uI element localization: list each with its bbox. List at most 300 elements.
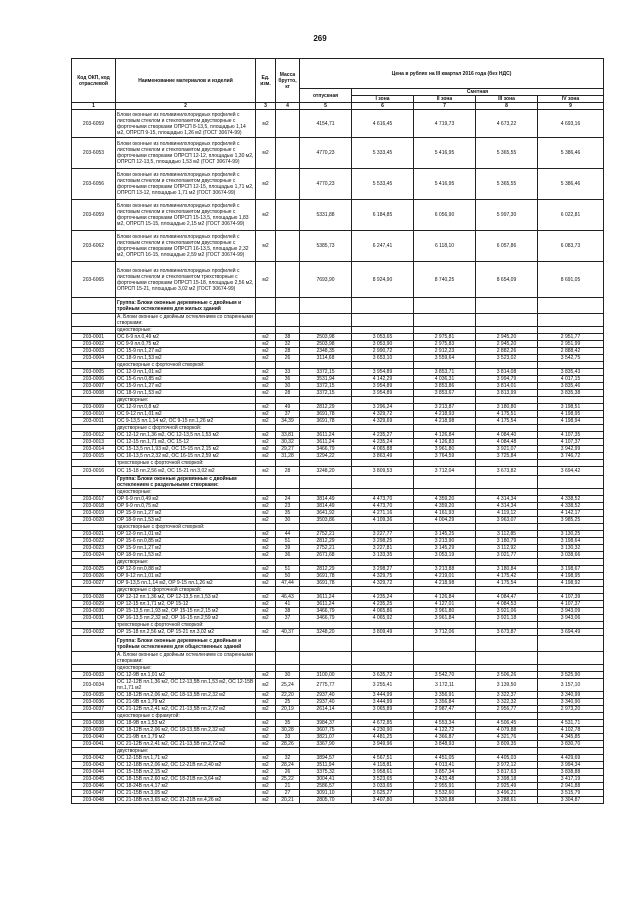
row-mass: 32 bbox=[276, 341, 300, 348]
header-mass: Масса брутто, кг bbox=[276, 59, 300, 103]
table-row bbox=[72, 608, 604, 615]
row-name: ОС 21-18В пл.3,65 м2, ОС 21-21В пл.4,26 м2 bbox=[116, 797, 256, 804]
row-unit bbox=[256, 489, 276, 496]
row-code bbox=[72, 587, 116, 594]
row-zone-4-price: 5 386,46 bbox=[538, 138, 604, 169]
row-mass: 30,28 bbox=[276, 727, 300, 734]
row-zone-3-price: 4 506,45 bbox=[476, 720, 538, 727]
row-zone-3-price: 3 139,50 bbox=[476, 679, 538, 692]
row-zone-3-price: 3 288,61 bbox=[476, 797, 538, 804]
row-code: 203-0019 bbox=[72, 510, 116, 517]
row-unit bbox=[256, 636, 276, 652]
row-zone-4-price bbox=[538, 425, 604, 432]
row-zone-3-price: 4 175,42 bbox=[476, 573, 538, 580]
row-zone-1-price bbox=[352, 587, 414, 594]
row-release-price: 3466,79 bbox=[300, 608, 352, 615]
row-zone-3-price bbox=[476, 460, 538, 467]
subgroup-row bbox=[72, 489, 604, 496]
table-row bbox=[72, 734, 604, 741]
row-zone-3-price: 3 180,84 bbox=[476, 566, 538, 573]
row-mass: 36 bbox=[276, 376, 300, 383]
row-zone-2-price: 4 451,05 bbox=[414, 755, 476, 762]
row-zone-4-price: 2 888,42 bbox=[538, 348, 604, 355]
row-unit: м2 bbox=[256, 439, 276, 446]
row-release-price: 4770,23 bbox=[300, 169, 352, 200]
row-name: ОС 16-13,5 пл.2,32 м2, ОС 16-15 пл.2,59 м2 bbox=[116, 453, 256, 460]
row-zone-4-price: 4 017,15 bbox=[538, 376, 604, 383]
row-zone-4-price: 4 531,71 bbox=[538, 720, 604, 727]
table-row bbox=[72, 341, 604, 348]
row-zone-2-price: 4 126,83 bbox=[414, 439, 476, 446]
row-name: ОР 9-13,5 пл.1,14 м2, ОР 9-15 пл.1,26 м2 bbox=[116, 580, 256, 587]
row-mass: 51 bbox=[276, 538, 300, 545]
row-zone-1-price bbox=[352, 489, 414, 496]
row-release-price bbox=[300, 713, 352, 720]
row-code bbox=[72, 636, 116, 652]
row-zone-1-price: 3 523,65 bbox=[352, 776, 414, 783]
page-number: 269 bbox=[313, 34, 327, 43]
table-row bbox=[72, 531, 604, 538]
row-zone-1-price bbox=[352, 397, 414, 404]
row-zone-1-price bbox=[352, 559, 414, 566]
row-zone-2-price bbox=[414, 327, 476, 334]
row-name: ОС 15-13,5 пл.1,93 м2, ОС 15-15 пл.2,15 м2 bbox=[116, 446, 256, 453]
row-code: 203-0045 bbox=[72, 776, 116, 783]
row-zone-1-price: 4 235,24 bbox=[352, 439, 414, 446]
row-unit: м2 bbox=[256, 383, 276, 390]
row-name: трехстворные с форточной створкой: bbox=[116, 460, 256, 467]
row-code bbox=[72, 460, 116, 467]
row-code: 203-0037 bbox=[72, 706, 116, 713]
row-name: одностворные: bbox=[116, 327, 256, 334]
row-name: ОС 21-12В пл.2,41 м2, ОС 21-13,5В пл.2,72 м2 bbox=[116, 741, 256, 748]
row-name: ОС 12-15В пл.1,71 м2 bbox=[116, 755, 256, 762]
row-code: 203-0014 bbox=[72, 446, 116, 453]
row-code: 203-0006 bbox=[72, 376, 116, 383]
row-zone-4-price: 3 994,34 bbox=[538, 762, 604, 769]
row-name: ОС 18-9 пл.1,53 м2 bbox=[116, 390, 256, 397]
row-zone-2-price: 4 161,93 bbox=[414, 510, 476, 517]
row-zone-1-price: 3 298,27 bbox=[352, 566, 414, 573]
row-code bbox=[72, 748, 116, 755]
row-zone-1-price: 3 954,89 bbox=[352, 390, 414, 397]
row-release-price: 3691,78 bbox=[300, 573, 352, 580]
row-zone-4-price bbox=[538, 327, 604, 334]
row-unit: м2 bbox=[256, 552, 276, 559]
row-release-price: 3248,20 bbox=[300, 629, 352, 636]
header-zone-4: IV зона bbox=[538, 96, 604, 103]
row-name: ОС 18-12В пл.2,06 м2, ОС 18-13,5В пл.2,32 м2 bbox=[116, 692, 256, 699]
row-mass: 38 bbox=[276, 334, 300, 341]
row-unit: м2 bbox=[256, 432, 276, 439]
row-mass: 41 bbox=[276, 601, 300, 608]
row-zone-3-price: 3 322,37 bbox=[476, 692, 538, 699]
row-zone-4-price bbox=[538, 476, 604, 489]
row-zone-2-price: 2 912,23 bbox=[414, 348, 476, 355]
row-release-price: 2752,21 bbox=[300, 545, 352, 552]
row-release-price: 3004,41 bbox=[300, 776, 352, 783]
row-unit: м2 bbox=[256, 672, 276, 679]
row-zone-2-price bbox=[414, 559, 476, 566]
row-code: 203-0044 bbox=[72, 769, 116, 776]
row-zone-2-price: 3 145,29 bbox=[414, 545, 476, 552]
table-row bbox=[72, 580, 604, 587]
row-zone-1-price: 3 298,25 bbox=[352, 538, 414, 545]
row-zone-3-price: 2 945,20 bbox=[476, 341, 538, 348]
row-zone-3-price: 3 523,02 bbox=[476, 355, 538, 362]
row-code: 203-0027 bbox=[72, 580, 116, 587]
row-mass: 23 bbox=[276, 503, 300, 510]
row-release-price: 3611,24 bbox=[300, 601, 352, 608]
row-code: 203-0035 bbox=[72, 692, 116, 699]
row-zone-1-price: 3 635,72 bbox=[352, 672, 414, 679]
row-code: 203-0022 bbox=[72, 538, 116, 545]
row-code bbox=[72, 298, 116, 314]
row-zone-3-price: 3 112,85 bbox=[476, 531, 538, 538]
row-zone-3-price: 4 673,22 bbox=[476, 110, 538, 138]
row-release-price: 3091,10 bbox=[300, 790, 352, 797]
row-code bbox=[72, 327, 116, 334]
row-zone-3-price bbox=[476, 559, 538, 566]
row-zone-4-price: 2 973,20 bbox=[538, 706, 604, 713]
subgroup-row bbox=[72, 587, 604, 594]
row-name: двустворные: bbox=[116, 397, 256, 404]
column-number: 8 bbox=[476, 103, 538, 110]
row-code: 203-6059 bbox=[72, 110, 116, 138]
row-mass: 37 bbox=[276, 615, 300, 622]
row-release-price: 2586,57 bbox=[300, 783, 352, 790]
row-zone-1-price: 4 065,92 bbox=[352, 615, 414, 622]
row-unit: м2 bbox=[256, 334, 276, 341]
row-zone-3-price: 3 322,32 bbox=[476, 699, 538, 706]
row-code: 203-0025 bbox=[72, 566, 116, 573]
row-release-price: 3466,79 bbox=[300, 446, 352, 453]
row-release-price bbox=[300, 425, 352, 432]
row-zone-2-price: 4 219,01 bbox=[414, 573, 476, 580]
column-number: 7 bbox=[414, 103, 476, 110]
row-name: Группа: Блоки оконные деревянные с двойным остеклением с раздельными створками: bbox=[116, 476, 256, 489]
row-zone-2-price: 4 218,98 bbox=[414, 418, 476, 425]
row-zone-4-price bbox=[538, 460, 604, 467]
row-zone-3-price: 3 398,18 bbox=[476, 776, 538, 783]
row-zone-1-price: 3 227,77 bbox=[352, 531, 414, 538]
row-mass: 46,43 bbox=[276, 594, 300, 601]
row-zone-2-price: 3 433,48 bbox=[414, 776, 476, 783]
row-zone-1-price: 4 118,81 bbox=[352, 762, 414, 769]
row-zone-2-price: 3 532,60 bbox=[414, 790, 476, 797]
row-zone-4-price: 3 130,32 bbox=[538, 545, 604, 552]
row-name: ОС 15-15В пл.2,15 м2 bbox=[116, 769, 256, 776]
row-code: 203-0041 bbox=[72, 741, 116, 748]
row-release-price bbox=[300, 298, 352, 314]
group-header-row bbox=[72, 636, 604, 652]
row-mass: 35 bbox=[276, 720, 300, 727]
row-zone-1-price: 3 053,65 bbox=[352, 334, 414, 341]
row-release-price: 3641,92 bbox=[300, 510, 352, 517]
row-code: 203-6056 bbox=[72, 169, 116, 200]
row-code: 203-0036 bbox=[72, 699, 116, 706]
row-mass bbox=[276, 110, 300, 138]
row-zone-3-price: 2 882,26 bbox=[476, 348, 538, 355]
row-name: ОС 6-9 пл.0,49 м2 bbox=[116, 334, 256, 341]
row-unit: м2 bbox=[256, 453, 276, 460]
row-zone-2-price: 6 056,90 bbox=[414, 200, 476, 231]
row-zone-1-price bbox=[352, 713, 414, 720]
row-zone-3-price: 3 506,26 bbox=[476, 672, 538, 679]
row-name: Блоки оконные из поливинилхлоридных профилей с листовым стеклом и стеклопакетом двустворные с форточными створками ОПРСП 8-13,5, площадью 1,14 м2, ОПРСП 9-15, площадью 1,26 м2 (ГОСТ 30674-99) bbox=[116, 110, 256, 138]
row-name: одностворные с форточной створкой: bbox=[116, 524, 256, 531]
row-zone-3-price: 3 963,07 bbox=[476, 517, 538, 524]
row-unit: м2 bbox=[256, 601, 276, 608]
row-mass: 20,19 bbox=[276, 706, 300, 713]
row-name: Группа: Блоки оконные деревянные с двойным и тройным остеклением для общественных зданий bbox=[116, 636, 256, 652]
row-code: 203-0004 bbox=[72, 355, 116, 362]
row-name: одностворные: bbox=[116, 489, 256, 496]
row-zone-3-price: 4 405,03 bbox=[476, 755, 538, 762]
row-code: 203-0029 bbox=[72, 601, 116, 608]
row-zone-4-price: 4 198,95 bbox=[538, 411, 604, 418]
row-zone-4-price: 3 417,19 bbox=[538, 776, 604, 783]
subgroup-row bbox=[72, 652, 604, 665]
row-name: трехстворные с форточной створкой: bbox=[116, 622, 256, 629]
row-zone-3-price: 2 956,77 bbox=[476, 706, 538, 713]
row-code: 203-0032 bbox=[72, 629, 116, 636]
row-code bbox=[72, 425, 116, 432]
table-row bbox=[72, 679, 604, 692]
row-mass bbox=[276, 748, 300, 755]
row-zone-4-price: 3 340,90 bbox=[538, 699, 604, 706]
row-unit bbox=[256, 587, 276, 594]
row-zone-2-price: 3 053,19 bbox=[414, 552, 476, 559]
row-mass: 26 bbox=[276, 355, 300, 362]
row-code bbox=[72, 314, 116, 327]
row-zone-3-price bbox=[476, 314, 538, 327]
row-release-price: 2775,77 bbox=[300, 679, 352, 692]
row-unit: м2 bbox=[256, 531, 276, 538]
row-unit: м2 bbox=[256, 418, 276, 425]
table-row bbox=[72, 706, 604, 713]
row-name: ОС 12-18В пл.2,06 м2, ОС 12-21В пл.2,40 м2 bbox=[116, 762, 256, 769]
row-code: 203-0008 bbox=[72, 390, 116, 397]
row-zone-2-price bbox=[414, 524, 476, 531]
row-zone-3-price: 3 814,08 bbox=[476, 369, 538, 376]
row-code: 203-0048 bbox=[72, 797, 116, 804]
row-zone-3-price: 5 365,55 bbox=[476, 138, 538, 169]
row-zone-3-price: 2 945,20 bbox=[476, 334, 538, 341]
table-row bbox=[72, 418, 604, 425]
row-name: ОС 21-9В пл.1,79 м2 bbox=[116, 734, 256, 741]
table-row bbox=[72, 439, 604, 446]
row-release-price: 3248,20 bbox=[300, 467, 352, 476]
row-mass: 20,21 bbox=[276, 797, 300, 804]
row-release-price: 3114,68 bbox=[300, 355, 352, 362]
row-zone-2-price: 4 553,34 bbox=[414, 720, 476, 727]
row-mass: 36 bbox=[276, 552, 300, 559]
row-release-price bbox=[300, 327, 352, 334]
row-zone-1-price: 6 184,85 bbox=[352, 200, 414, 231]
row-zone-2-price: 3 848,93 bbox=[414, 741, 476, 748]
table-row bbox=[72, 538, 604, 545]
row-zone-1-price: 4 567,51 bbox=[352, 755, 414, 762]
table-row bbox=[72, 355, 604, 362]
row-name: ОР 9-12 пл.1,01 м2 bbox=[116, 573, 256, 580]
row-name: ОР 18-9 пл.1,53 м2 bbox=[116, 517, 256, 524]
table-row bbox=[72, 138, 604, 169]
row-unit: м2 bbox=[256, 411, 276, 418]
table-row bbox=[72, 411, 604, 418]
row-name: ОС 9-12 пл.1,01 м2 bbox=[116, 411, 256, 418]
table-row bbox=[72, 755, 604, 762]
row-mass: 32 bbox=[276, 755, 300, 762]
row-unit: м2 bbox=[256, 138, 276, 169]
row-release-price: 3821,07 bbox=[300, 734, 352, 741]
row-release-price: 3611,24 bbox=[300, 439, 352, 446]
row-release-price: 3375,32 bbox=[300, 769, 352, 776]
row-zone-1-price: 4 473,70 bbox=[352, 496, 414, 503]
row-release-price: 2503,98 bbox=[300, 334, 352, 341]
row-unit: м2 bbox=[256, 615, 276, 622]
row-zone-2-price: 4 036,31 bbox=[414, 376, 476, 383]
table-row bbox=[72, 496, 604, 503]
row-unit bbox=[256, 713, 276, 720]
header-zone-3: III зона bbox=[476, 96, 538, 103]
row-code: 203-0012 bbox=[72, 432, 116, 439]
row-release-price bbox=[300, 748, 352, 755]
row-zone-2-price bbox=[414, 460, 476, 467]
row-mass bbox=[276, 425, 300, 432]
row-release-price bbox=[300, 636, 352, 652]
row-zone-2-price bbox=[414, 362, 476, 369]
row-name: ОС 9-9 пл.0,75 м2 bbox=[116, 341, 256, 348]
row-code: 203-0038 bbox=[72, 720, 116, 727]
row-zone-2-price: 5 416,95 bbox=[414, 138, 476, 169]
row-code bbox=[72, 524, 116, 531]
row-zone-3-price: 4 321,76 bbox=[476, 734, 538, 741]
row-zone-1-price: 3 033,65 bbox=[352, 783, 414, 790]
row-code: 203-0005 bbox=[72, 369, 116, 376]
row-release-price bbox=[300, 587, 352, 594]
row-code: 203-6059 bbox=[72, 200, 116, 231]
row-name: ОС 12-12 пл.1,36 м2, ОС 12-13,5 пл.1,53 м2 bbox=[116, 432, 256, 439]
subgroup-row bbox=[72, 622, 604, 629]
row-mass bbox=[276, 636, 300, 652]
row-mass: 39 bbox=[276, 545, 300, 552]
row-code: 203-0002 bbox=[72, 341, 116, 348]
row-zone-4-price: 3 943,09 bbox=[538, 608, 604, 615]
row-zone-2-price: 3 712,06 bbox=[414, 629, 476, 636]
row-zone-4-price: 6 083,73 bbox=[538, 231, 604, 262]
row-zone-3-price bbox=[476, 622, 538, 629]
row-zone-1-price: 3 949,96 bbox=[352, 741, 414, 748]
row-code: 203-0046 bbox=[72, 783, 116, 790]
row-zone-2-price bbox=[414, 636, 476, 652]
subgroup-row bbox=[72, 425, 604, 432]
row-name: Блоки оконные из поливинилхлоридных профилей с листовым стеклом и стеклопакетом трехстворные с форточными створками ОПРСП 15-18, площадью 2,56 м2, ОПРСП 15-21, площадью 3,02 м2 (ГОСТ 30674-99) bbox=[116, 262, 256, 298]
row-unit: м2 bbox=[256, 390, 276, 397]
row-unit bbox=[256, 622, 276, 629]
row-zone-2-price: 2 987,47 bbox=[414, 706, 476, 713]
row-zone-3-price: 4 175,54 bbox=[476, 418, 538, 425]
row-zone-1-price: 4 142,29 bbox=[352, 376, 414, 383]
row-unit: м2 bbox=[256, 355, 276, 362]
row-release-price: 4770,23 bbox=[300, 138, 352, 169]
row-zone-4-price: 3 515,79 bbox=[538, 790, 604, 797]
row-unit bbox=[256, 425, 276, 432]
row-zone-3-price bbox=[476, 298, 538, 314]
row-code: 203-6053 bbox=[72, 138, 116, 169]
row-unit: м2 bbox=[256, 769, 276, 776]
row-mass: 47,44 bbox=[276, 580, 300, 587]
table-header bbox=[72, 59, 604, 110]
header-name: Наименование материалов и изделий bbox=[116, 59, 256, 103]
row-mass: 28 bbox=[276, 467, 300, 476]
row-zone-4-price: 4 345,85 bbox=[538, 734, 604, 741]
row-zone-1-price: 4 329,69 bbox=[352, 418, 414, 425]
row-zone-2-price bbox=[414, 713, 476, 720]
row-zone-4-price bbox=[538, 713, 604, 720]
row-zone-1-price bbox=[352, 362, 414, 369]
row-zone-1-price bbox=[352, 636, 414, 652]
row-release-price: 2812,29 bbox=[300, 566, 352, 573]
row-mass: 25,22 bbox=[276, 776, 300, 783]
row-zone-4-price: 3 525,90 bbox=[538, 672, 604, 679]
row-release-price: 2752,21 bbox=[300, 531, 352, 538]
row-code bbox=[72, 652, 116, 665]
table-row bbox=[72, 552, 604, 559]
row-release-price: 3367,90 bbox=[300, 741, 352, 748]
row-zone-1-price: 5 333,45 bbox=[352, 138, 414, 169]
row-zone-2-price: 3 320,88 bbox=[414, 797, 476, 804]
subgroup-row bbox=[72, 559, 604, 566]
row-mass: 40,37 bbox=[276, 629, 300, 636]
row-code: 203-0040 bbox=[72, 734, 116, 741]
row-release-price bbox=[300, 476, 352, 489]
row-zone-2-price: 3 857,34 bbox=[414, 769, 476, 776]
row-zone-1-price: 3 255,41 bbox=[352, 679, 414, 692]
table-row bbox=[72, 797, 604, 804]
table-row bbox=[72, 573, 604, 580]
row-unit bbox=[256, 314, 276, 327]
row-code bbox=[72, 559, 116, 566]
row-mass: 37 bbox=[276, 411, 300, 418]
row-unit: м2 bbox=[256, 699, 276, 706]
row-unit: м2 bbox=[256, 594, 276, 601]
row-unit: м2 bbox=[256, 496, 276, 503]
row-zone-4-price: 3 835,46 bbox=[538, 383, 604, 390]
table-row bbox=[72, 348, 604, 355]
row-zone-1-price: 3 133,35 bbox=[352, 552, 414, 559]
row-unit: м2 bbox=[256, 404, 276, 411]
row-zone-3-price: 4 175,54 bbox=[476, 580, 538, 587]
header-zone-2: II зона bbox=[414, 96, 476, 103]
row-name: ОР 12-9 пл.0,88 м2 bbox=[116, 566, 256, 573]
row-zone-2-price: 3 961,80 bbox=[414, 446, 476, 453]
row-zone-4-price: 3 746,72 bbox=[538, 453, 604, 460]
row-zone-3-price bbox=[476, 587, 538, 594]
subgroup-row bbox=[72, 713, 604, 720]
row-zone-2-price: 4 719,73 bbox=[414, 110, 476, 138]
table-row bbox=[72, 334, 604, 341]
table-row bbox=[72, 110, 604, 138]
row-zone-3-price: 4 119,12 bbox=[476, 510, 538, 517]
row-name: ОС 18-9В пл.1,53 м2 bbox=[116, 720, 256, 727]
row-name: двустворные: bbox=[116, 559, 256, 566]
row-zone-4-price bbox=[538, 397, 604, 404]
price-table-container bbox=[71, 58, 603, 804]
row-release-price: 3372,15 bbox=[300, 369, 352, 376]
row-unit: м2 bbox=[256, 538, 276, 545]
row-name: ОР 16-13,5 пл.2,32 м2, ОР 16-15 пл.2,59 м2 bbox=[116, 615, 256, 622]
